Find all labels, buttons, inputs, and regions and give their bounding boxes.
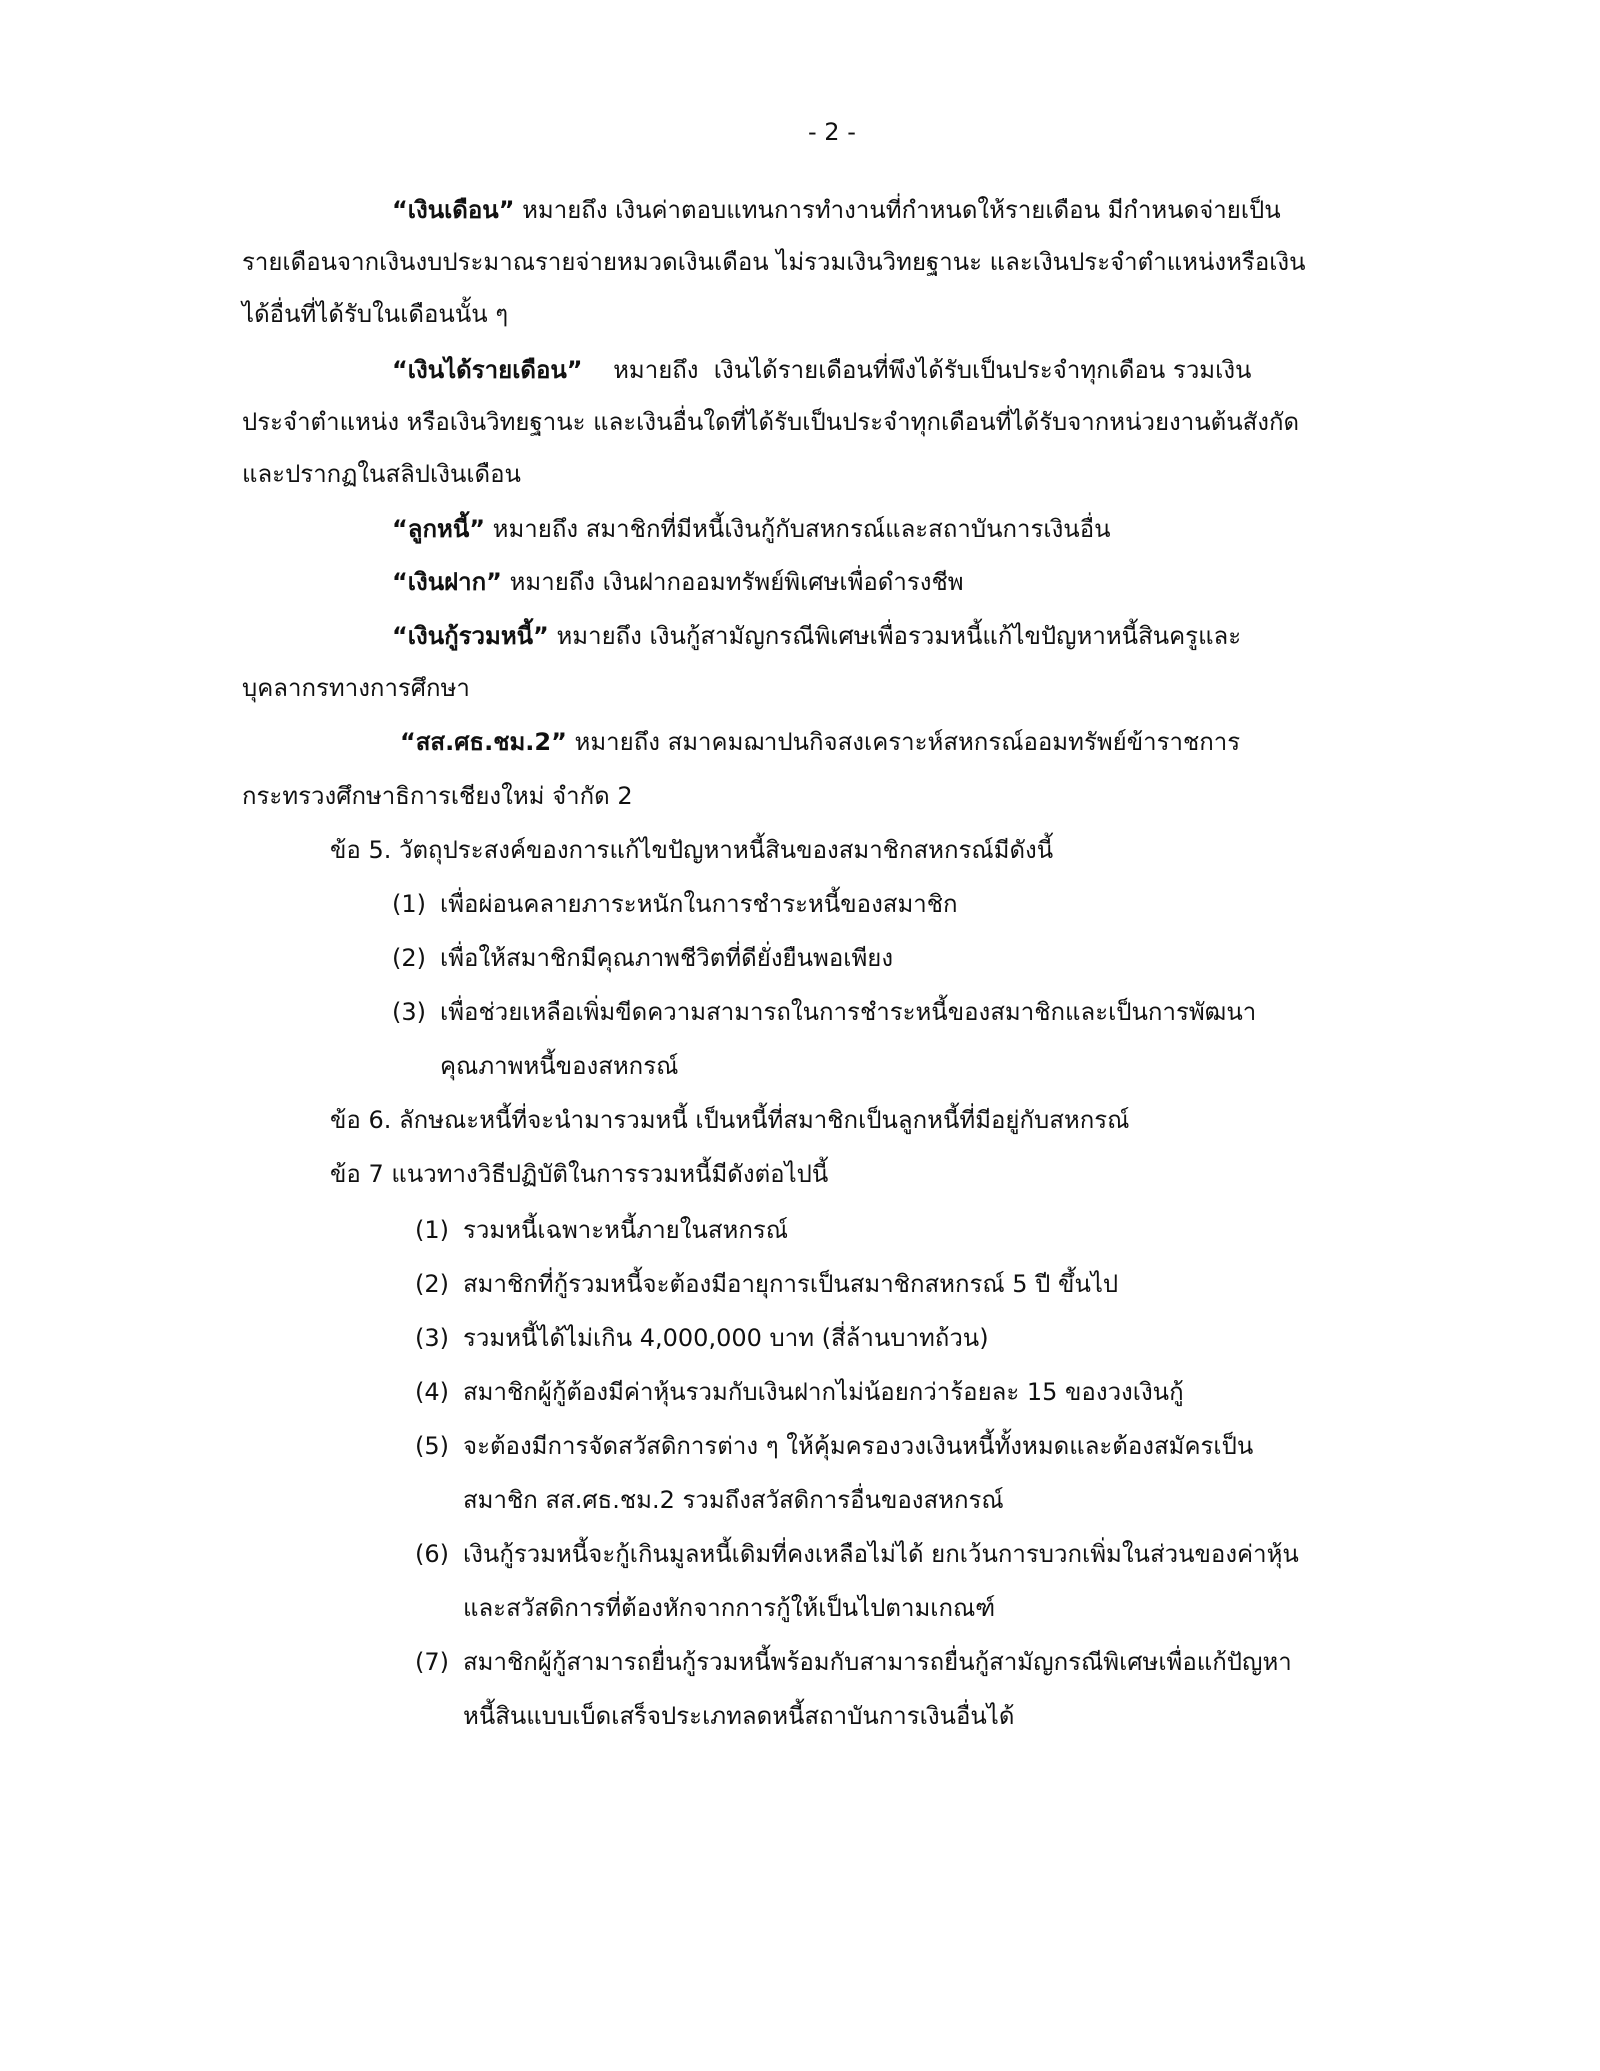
list-item-number: (2) <box>415 1270 449 1298</box>
list-item <box>415 1378 1184 1406</box>
list-item-continuation: และสวัสดิการที่ต้องหักจากการกู้ให้เป็นไปตามเกณฑ์ <box>463 1594 996 1622</box>
definition-term: “เงินได้รายเดือน” <box>392 356 583 384</box>
list-item <box>392 890 958 918</box>
definition-text: หมายถึง เงินกู้สามัญกรณีพิเศษเพื่อรวมหนี้แก้ไขปัญหาหนี้สินครูและ <box>548 622 1242 650</box>
list-item <box>392 998 1257 1026</box>
list-item-number: (1) <box>415 1216 449 1244</box>
list-item-text: เงินกู้รวมหนี้จะกู้เกินมูลหนี้เดิมที่คงเหลือไม่ได้ ยกเว้นการบวกเพิ่มในส่วนของค่าหุ้น <box>463 1540 1299 1568</box>
definition-text: หมายถึง เงินได้รายเดือนที่พึงได้รับเป็นประจำทุกเดือน รวมเงิน <box>582 356 1252 384</box>
definition-text: หมายถึง สมาชิกที่มีหนี้เงินกู้กับสหกรณ์และสถาบันการเงินอื่น <box>485 515 1111 543</box>
definition-text: และปรากฏในสลิปเงินเดือน <box>242 460 521 488</box>
list-item <box>415 1540 1299 1568</box>
list-item-text: สมาชิกที่กู้รวมหนี้จะต้องมีอายุการเป็นสมาชิกสหกรณ์ 5 ปี ขึ้นไป <box>463 1270 1119 1298</box>
list-item-text: สมาชิกผู้กู้ต้องมีค่าหุ้นรวมกับเงินฝากไม่น้อยกว่าร้อยละ 15 ของวงเงินกู้ <box>463 1378 1184 1406</box>
list-item-number: (7) <box>415 1648 449 1676</box>
definition-debtor <box>392 517 1111 541</box>
definition-text: หมายถึง เงินค่าตอบแทนการทำงานที่กำหนดให้รายเดือน มีกำหนดจ่ายเป็น <box>514 196 1281 224</box>
section-7-heading: ข้อ 7 แนวทางวิธีปฏิบัติในการรวมหนี้มีดังต่อไปนี้ <box>330 1160 829 1188</box>
list-item-continuation: สมาชิก สส.ศธ.ชม.2 รวมถึงสวัสดิการอื่นของสหกรณ์ <box>463 1486 1004 1514</box>
definition-text: รายเดือนจากเงินงบประมาณรายจ่ายหมวดเงินเดือน ไม่รวมเงินวิทยฐานะ และเงินประจำตำแหน่งหรือเงิน <box>242 248 1306 276</box>
definition-term: “สส.ศธ.ชม.2” <box>400 728 567 756</box>
definition-association <box>400 730 1240 754</box>
list-item <box>415 1270 1119 1298</box>
list-item <box>415 1216 789 1244</box>
definition-text: ประจำตำแหน่ง หรือเงินวิทยฐานะ และเงินอื่นใดที่ได้รับเป็นประจำทุกเดือนที่ได้รับจากหน่วยงานต้นสังกัด <box>242 408 1300 436</box>
section-5-heading: ข้อ 5. วัตถุประสงค์ของการแก้ไขปัญหาหนี้สินของสมาชิกสหกรณ์มีดังนี้ <box>330 836 1054 864</box>
list-item-text: เพื่อช่วยเหลือเพิ่มขีดความสามารถในการชำระหนี้ของสมาชิกและเป็นการพัฒนา <box>440 998 1257 1026</box>
list-item <box>392 944 894 972</box>
definition-consolidation-loan <box>392 624 1241 648</box>
definition-term: “เงินกู้รวมหนี้” <box>392 622 549 650</box>
definition-text: กระทรวงศึกษาธิการเชียงใหม่ จำกัด 2 <box>242 782 633 810</box>
list-item-number: (3) <box>392 998 426 1026</box>
list-item <box>415 1648 1292 1676</box>
list-item-text: สมาชิกผู้กู้สามารถยื่นกู้รวมหนี้พร้อมกับสามารถยื่นกู้สามัญกรณีพิเศษเพื่อแก้ปัญหา <box>463 1648 1292 1676</box>
definition-term: “เงินฝาก” <box>392 568 502 596</box>
list-item-number: (6) <box>415 1540 449 1568</box>
definition-monthly-income <box>392 358 1251 382</box>
list-item-continuation: หนี้สินแบบเบ็ดเสร็จประเภทลดหนี้สถาบันการเงินอื่นได้ <box>463 1702 1015 1730</box>
list-item <box>415 1432 1254 1460</box>
definition-text: หมายถึง เงินฝากออมทรัพย์พิเศษเพื่อดำรงชีพ <box>501 568 964 596</box>
list-item-number: (3) <box>415 1324 449 1352</box>
list-item-number: (1) <box>392 890 426 918</box>
definition-salary <box>392 198 1281 222</box>
list-item-continuation: คุณภาพหนี้ของสหกรณ์ <box>440 1052 679 1080</box>
section-6-heading: ข้อ 6. ลักษณะหนี้ที่จะนำมารวมหนี้ เป็นหนี้ที่สมาชิกเป็นลูกหนี้ที่มีอยู่กับสหกรณ์ <box>330 1106 1130 1134</box>
page-number: - 2 - <box>808 118 856 146</box>
list-item-text: เพื่อให้สมาชิกมีคุณภาพชีวิตที่ดียั่งยืนพอเพียง <box>440 944 894 972</box>
list-item-text: รวมหนี้ได้ไม่เกิน 4,000,000 บาท (สี่ล้านบาทถ้วน) <box>463 1324 989 1352</box>
list-item-number: (2) <box>392 944 426 972</box>
list-item-text: จะต้องมีการจัดสวัสดิการต่าง ๆ ให้คุ้มครองวงเงินหนี้ทั้งหมดและต้องสมัครเป็น <box>463 1432 1254 1460</box>
list-item-number: (4) <box>415 1378 449 1406</box>
list-item-number: (5) <box>415 1432 449 1460</box>
definition-deposit <box>392 570 964 594</box>
definition-text: หมายถึง สมาคมฌาปนกิจสงเคราะห์สหกรณ์ออมทรัพย์ข้าราชการ <box>566 728 1241 756</box>
definition-text: บุคลากรทางการศึกษา <box>242 674 470 702</box>
definition-term: “เงินเดือน” <box>392 196 515 224</box>
definition-text: ได้อื่นที่ได้รับในเดือนนั้น ๆ <box>242 300 509 328</box>
list-item <box>415 1324 989 1352</box>
list-item-text: เพื่อผ่อนคลายภาระหนักในการชำระหนี้ของสมาชิก <box>440 890 958 918</box>
definition-term: “ลูกหนี้” <box>392 515 486 543</box>
list-item-text: รวมหนี้เฉพาะหนี้ภายในสหกรณ์ <box>463 1216 789 1244</box>
